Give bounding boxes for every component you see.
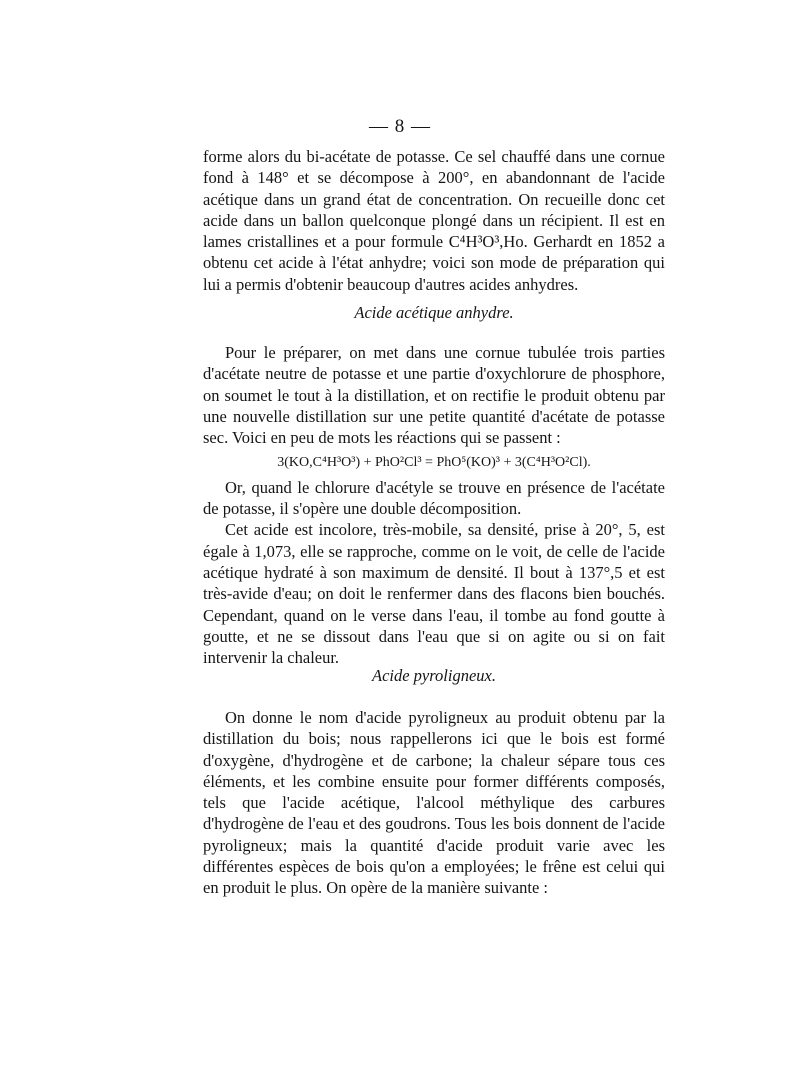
paragraph-preparation: Pour le préparer, on met dans une cornue tubulée trois parties d'acétate neutre de potasse et une partie d'oxychlorure de phosphore, on soumet le tout à la distillation, et on rectifie le produit obtenu par une nouvelle distillation sur une petite quantité d'acétate de potasse sec. Voici en peu de mots les réactions qui se passent : — [203, 343, 665, 448]
paragraph-decomposition: Or, quand le chlorure d'acétyle se trouve en présence de l'acétate de potasse, il s'opère une double décomposition. — [203, 477, 665, 519]
text-block-pyroligneux — [203, 707, 665, 899]
page-number: — 8 — — [369, 116, 431, 137]
paragraph-properties: Cet acide est incolore, très-mobile, sa densité, prise à 20°, 5, est égale à 1,073, elle se rapproche, comme on le voit, de celle de l'acide acétique hydraté à son maximum de densité. Il bout à 137°,5 et est très-avide d'eau; on doit le renfermer dans des flacons bien bouchés. Cependant, quand on le verse dans l'eau, il tombe au fond goutte à goutte, et ne se dissout dans l'eau que si on agite ou si on fait intervenir la chaleur. — [203, 520, 665, 668]
text-block-anhydre — [203, 342, 665, 668]
paragraph-intro: forme alors du bi-acétate de potasse. Ce sel chauffé dans une cornue fond à 148° et se décompose à 200°, en abandonnant de l'acide acétique dans un grand état de concentration. On recueille donc cet acide dans un ballon quelconque plongé dans un récipient. Il est en lames cristallines et a pour formule C⁴H³O³,Ho. Gerhardt en 1852 a obtenu cet acide à l'état anhydre; voici son mode de préparation qui lui a permis d'obtenir beaucoup d'autres acides anhydres. — [203, 147, 665, 294]
section-heading-acide-pyroligneux: Acide pyroligneux. — [371, 666, 496, 685]
paragraph-pyroligneux: On donne le nom d'acide pyroligneux au produit obtenu par la distillation du bois; nous rappellerons ici que le bois est formé d'oxygène, d'hydrogène et de carbone; la chaleur sépare tous ces éléments, et les combine ensuite pour former différents composés, tels que l'acide acétique, l'alcool méthylique des carbures d'hydrogène de l'eau et des goudrons. Tous les bois donnent de l'acide pyroligneux; mais la quantité d'acide produit varie avec les différentes espèces de bois qu'on a employées; le frêne est celui qui en produit le plus. On opère de la manière suivante : — [203, 708, 665, 898]
chemical-equation: 3(KO,C⁴H³O³) + PhO²Cl³ = PhO⁵(KO)³ + 3(C⁴H³O²Cl). — [277, 455, 591, 471]
section-heading-acide-acetique-anhydre: Acide acétique anhydre. — [354, 303, 514, 322]
text-block-top — [203, 146, 665, 295]
